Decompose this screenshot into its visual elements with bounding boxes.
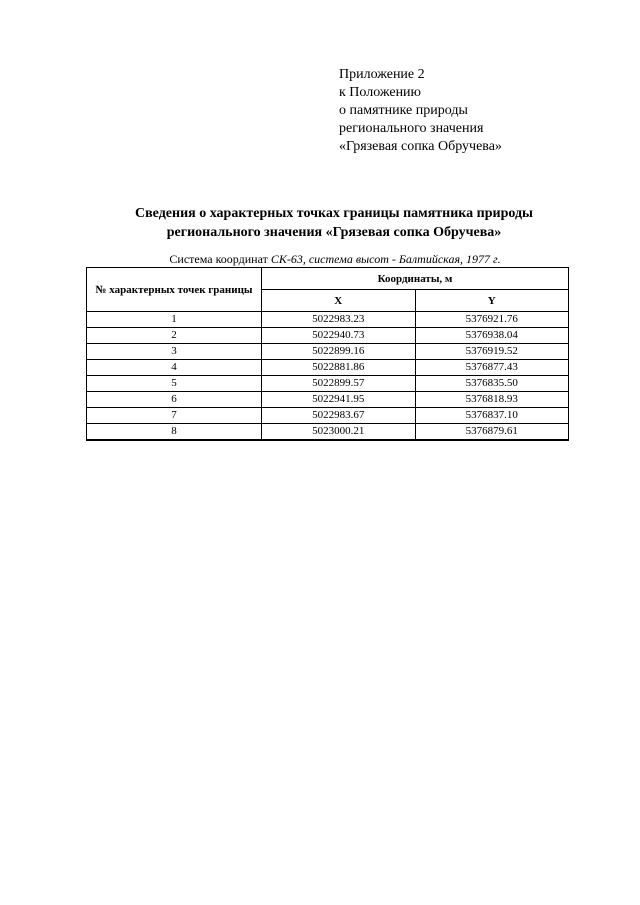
title-line: регионального значения «Грязевая сопка Обручева» — [166, 225, 502, 240]
cell-y: 5376835.50 — [415, 376, 569, 392]
table-row — [87, 360, 569, 376]
cell-x: 5022899.16 — [262, 344, 416, 360]
cell-x: 5022983.23 — [262, 312, 416, 328]
cell-x: 5022881.86 — [262, 360, 416, 376]
coordinate-system-prefix: Система координат — [169, 252, 271, 266]
cell-point-number: 5 — [87, 376, 262, 392]
cell-y: 5376837.10 — [415, 408, 569, 424]
document-title — [60, 204, 608, 242]
cell-point-number: 1 — [87, 312, 262, 328]
table-row — [87, 312, 569, 328]
cell-point-number: 7 — [87, 408, 262, 424]
cell-point-number: 3 — [87, 344, 262, 360]
title-line: Сведения о характерных точках границы памятника природы — [135, 206, 533, 221]
header-y: Y — [415, 290, 569, 312]
annex-line: о памятнике природы — [339, 103, 468, 118]
table-row — [87, 328, 569, 344]
header-x: X — [262, 290, 416, 312]
annex-line: «Грязевая сопка Обручева» — [339, 139, 502, 154]
cell-y: 5376919.52 — [415, 344, 569, 360]
cell-x: 5022983.67 — [262, 408, 416, 424]
table-row — [87, 344, 569, 360]
table-row — [87, 392, 569, 408]
cell-y: 5376877.43 — [415, 360, 569, 376]
annex-line: Приложение 2 — [339, 67, 425, 82]
header-point-number: № характерных точек границы — [87, 268, 262, 312]
cell-x: 5023000.21 — [262, 424, 416, 441]
annex-reference — [339, 66, 502, 156]
cell-point-number: 6 — [87, 392, 262, 408]
coordinate-system-name: СК-63, система высот - Балтийская, 1977 г. — [270, 252, 501, 266]
cell-point-number: 2 — [87, 328, 262, 344]
cell-x: 5022899.57 — [262, 376, 416, 392]
annex-line: регионального значения — [339, 121, 484, 136]
cell-y: 5376921.76 — [415, 312, 569, 328]
coordinate-system-note — [80, 252, 590, 267]
table-row — [87, 424, 569, 441]
table-header-row — [87, 268, 569, 290]
table-row — [87, 376, 569, 392]
cell-y: 5376879.61 — [415, 424, 569, 441]
cell-point-number: 8 — [87, 424, 262, 441]
cell-x: 5022940.73 — [262, 328, 416, 344]
header-coordinates: Координаты, м — [262, 268, 569, 290]
cell-y: 5376938.04 — [415, 328, 569, 344]
boundary-points-table — [86, 267, 569, 441]
annex-line: к Положению — [339, 85, 422, 100]
cell-point-number: 4 — [87, 360, 262, 376]
cell-x: 5022941.95 — [262, 392, 416, 408]
table-row — [87, 408, 569, 424]
cell-y: 5376818.93 — [415, 392, 569, 408]
